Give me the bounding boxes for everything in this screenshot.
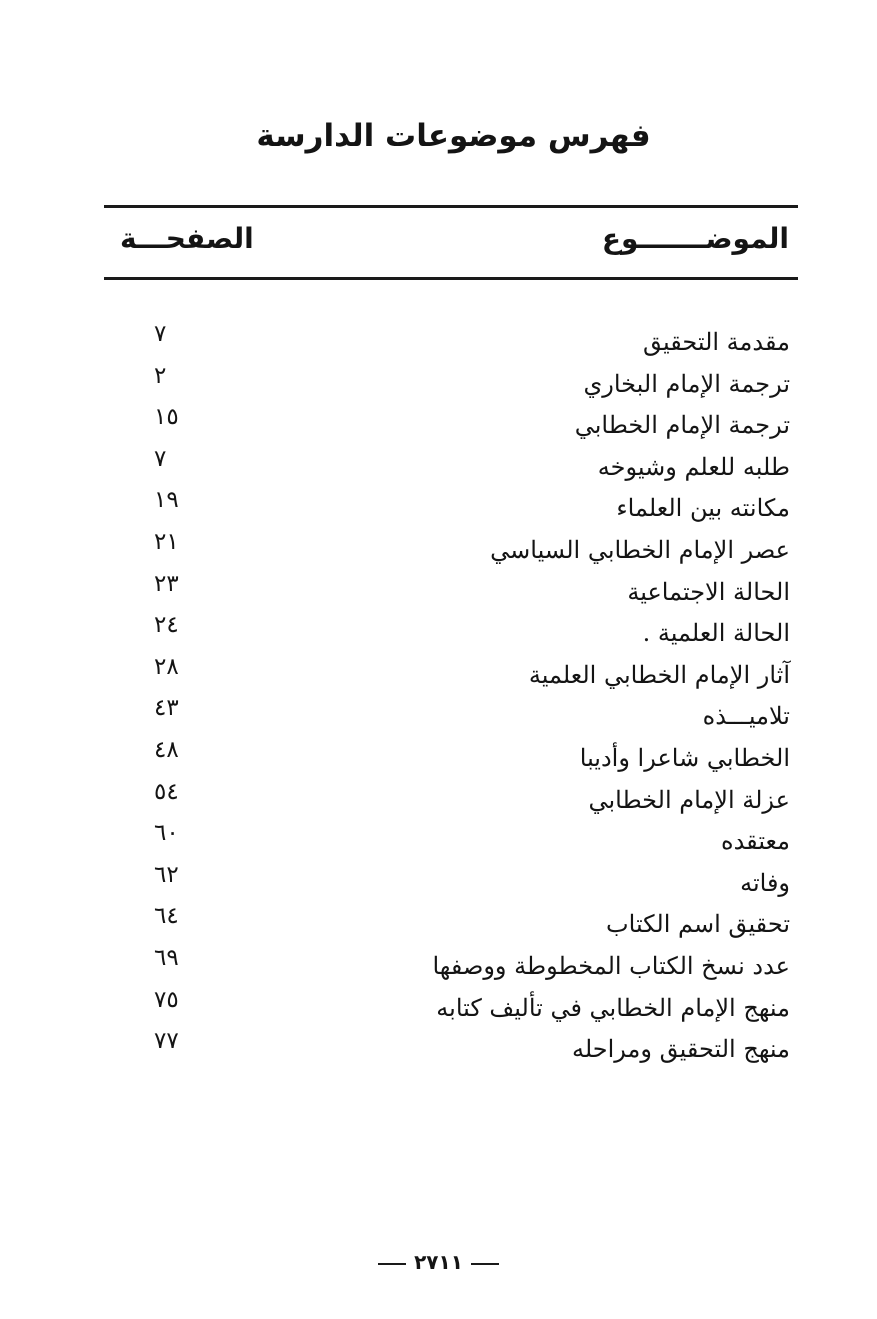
toc-entry (104, 863, 798, 905)
toc-entry (104, 904, 798, 946)
footer-dash-right (471, 1263, 499, 1265)
toc-entry-topic: مقدمة التحقيق (642, 328, 790, 356)
toc-entry (104, 488, 798, 530)
toc-entry-page: ٤٣ (154, 695, 179, 722)
toc-entry (104, 1029, 798, 1071)
toc-entry-page: ٧ (154, 445, 167, 472)
toc-entry-page: ٦٩ (154, 944, 179, 971)
toc-entry-topic: الخطابي شاعرا وأديبا (579, 743, 790, 772)
toc-entry-page: ٧ (154, 321, 167, 347)
toc-entry-topic: ترجمة الإمام الخطابي (574, 411, 790, 440)
table-of-contents (104, 322, 798, 1071)
toc-entry-topic: الحالة الاجتماعية (627, 577, 790, 606)
toc-entry-page: ١٩ (154, 487, 179, 514)
toc-entry-topic: تحقيق اسم الكتاب (606, 910, 790, 939)
footer-dash-left (378, 1263, 406, 1265)
toc-entry-page: ٢ (154, 362, 167, 389)
toc-entry-topic: منهج التحقيق ومراحله (571, 1035, 790, 1064)
toc-entry-topic: ترجمة الإمام البخاري (583, 369, 790, 398)
toc-entry-page: ٥٤ (154, 778, 179, 805)
toc-entry-page: ٢٨ (154, 653, 179, 680)
toc-entry-page: ٢٣ (154, 570, 179, 597)
toc-entry (104, 655, 798, 697)
toc-entry-page: ٧٥ (154, 986, 179, 1013)
toc-entry-topic: معتقده (721, 827, 790, 856)
toc-entry (104, 364, 798, 406)
toc-entry (104, 572, 798, 614)
toc-entry (104, 780, 798, 822)
toc-entry-page: ٦٤ (154, 903, 179, 930)
page-column-header: الصفحـــة (120, 222, 254, 255)
toc-entry (104, 322, 798, 364)
toc-entry-topic: عصر الإمام الخطابي السياسي (490, 535, 790, 564)
toc-entry-topic: منهج الإمام الخطابي في تأليف كتابه (436, 993, 790, 1022)
toc-entry-topic: وفاته (740, 868, 790, 897)
page-footer (0, 1250, 877, 1274)
toc-entry-topic: عزلة الإمام الخطابي (588, 785, 790, 814)
toc-entry-page: ٢١ (154, 528, 179, 555)
toc-entry (104, 447, 798, 489)
page-number: ٢٧١١ (414, 1250, 463, 1274)
toc-entry-topic: آثار الإمام الخطابي العلمية (528, 660, 790, 689)
toc-entry (104, 988, 798, 1030)
toc-entry (104, 821, 798, 863)
toc-entry-page: ٤٨ (154, 736, 179, 763)
toc-entry-page: ٢٤ (154, 612, 179, 639)
toc-entry-topic: تلاميـــذه (702, 702, 790, 731)
toc-entry-page: ١٥ (154, 404, 179, 431)
toc-entry (104, 738, 798, 780)
toc-entry-page: ٦٢ (154, 861, 179, 888)
topic-column-header: الموضـــــــوع (601, 222, 789, 255)
toc-entry (104, 946, 798, 988)
toc-entry-topic: مكانته بين العلماء (616, 494, 790, 523)
toc-entry (104, 405, 798, 447)
toc-entry (104, 613, 798, 655)
header-top-rule (104, 205, 798, 208)
header-bottom-rule (104, 277, 798, 280)
toc-entry-page: ٦٠ (154, 820, 179, 847)
toc-entry-topic: عدد نسخ الكتاب المخطوطة ووصفها (432, 951, 790, 980)
toc-entry-topic: طلبه للعلم وشيوخه (597, 452, 790, 481)
toc-entry (104, 696, 798, 738)
toc-entry-topic: الحالة العلمية . (642, 619, 790, 648)
toc-entry-page: ٧٧ (154, 1028, 179, 1055)
toc-entry (104, 530, 798, 572)
page-title: فهرس موضوعات الدارسة (256, 118, 651, 154)
